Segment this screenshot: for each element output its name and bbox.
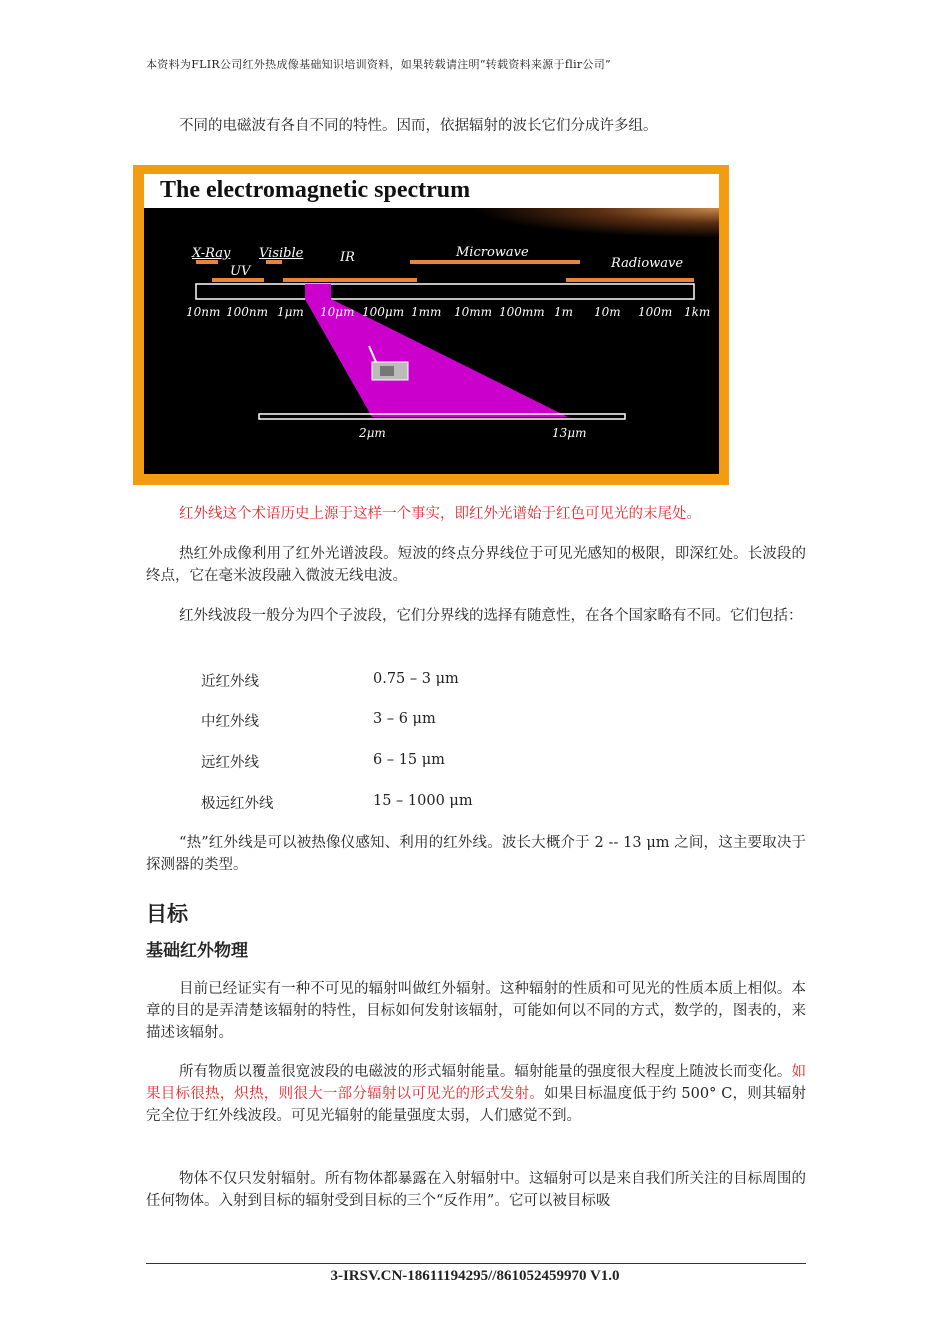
label-visible: Visible <box>259 246 304 261</box>
zoom-label-2um: 2μm <box>359 426 386 440</box>
zoom-label-13um: 13μm <box>552 426 587 440</box>
subband-range: 15 – 1000 μm <box>373 793 473 809</box>
paragraph-emission <box>146 1061 806 1127</box>
section-title: 目标 <box>146 902 188 926</box>
tick-label: 1μm <box>277 305 304 319</box>
thermal-ir-band <box>305 284 331 299</box>
footer-rule <box>146 1263 806 1264</box>
tick-label: 100nm <box>226 305 269 319</box>
intro-paragraph: 不同的电磁波有各自不同的特性。因而，依据辐射的波长它们分成许多组。 <box>179 118 658 134</box>
paragraph-incident: 物体不仅只发射辐射。所有物体都暴露在入射辐射中。这辐射可以是来自我们所关注的目标周围的任何物体。入射到目标的辐射受到目标的三个“反作用”。它可以被目标吸 <box>146 1171 806 1209</box>
tick-label: 10μm <box>320 305 355 319</box>
spectrum-diagram <box>144 174 719 474</box>
figure-title: The electromagnetic spectrum <box>160 177 471 203</box>
label-xray: X-Ray <box>192 246 231 261</box>
paragraph-subbands-intro: 红外线波段一般分为四个子波段，它们分界线的选择有随意性，在各个国家略有不同。它们包括： <box>179 608 803 624</box>
paragraph-thermal-range: “热”红外线是可以被热像仪感知、利用的红外线。波长大概介于 2 -- 13 μm 之间，这主要取决于探测器的类型。 <box>146 835 806 873</box>
subband-name: 近红外线 <box>201 674 259 690</box>
microwave-bar <box>410 260 580 264</box>
subband-name: 极远红外线 <box>201 796 274 812</box>
figure-canvas <box>144 174 719 474</box>
tick-label: 1mm <box>411 305 442 319</box>
red-caption: 红外线这个术语历史上源于这样一个事实，即红外光谱始于红色可见光的末尾处。 <box>179 506 701 522</box>
ir-bar <box>283 278 417 282</box>
tick-label: 100μm <box>362 305 405 319</box>
subband-range: 0.75 – 3 μm <box>373 671 459 687</box>
tick-label: 100mm <box>499 305 545 319</box>
page-footer: 3-IRSV.CN-18611194295//861052459970 V1.0 <box>330 1268 620 1284</box>
subsection-title: 基础红外物理 <box>146 941 248 961</box>
radiowave-bar <box>566 278 694 282</box>
label-radiowave: Radiowave <box>611 256 684 271</box>
tick-label: 10mm <box>454 305 493 319</box>
label-uv: UV <box>230 264 251 279</box>
emission-text-red: 如果目标很热，炽热，则很大一部分辐射以可见光的形式发射。 <box>146 1064 806 1102</box>
emission-text-b: 如果目标温度低于约 500° C，则其辐射完全位于红外线波段。可见光辐射的能量强度太弱，人们感觉不到。 <box>146 1086 806 1124</box>
tick-label: 10nm <box>186 305 221 319</box>
subband-range: 3 – 6 μm <box>373 711 436 727</box>
spectrum-figure <box>133 165 729 485</box>
tick-label: 1m <box>554 305 574 319</box>
subband-name: 远红外线 <box>201 755 259 771</box>
label-microwave: Microwave <box>456 245 529 260</box>
tick-label: 10m <box>594 305 621 319</box>
title-glow <box>474 208 719 238</box>
subband-range: 6 – 15 μm <box>373 752 445 768</box>
spectrum-axis <box>196 284 694 299</box>
label-ir: IR <box>340 250 355 265</box>
paragraph-thermal-ir: 热红外成像利用了红外光谱波段。短波的终点分界线位于可见光感知的极限，即深红处。长波段的终点，它在毫米波段融入微波无线电波。 <box>146 546 806 584</box>
subband-name: 中红外线 <box>201 714 259 730</box>
emission-text-a: 所有物质以覆盖很宽波段的电磁波的形式辐射能量。辐射能量的强度很大程度上随波长而变化。 <box>179 1064 792 1080</box>
tick-label: 100m <box>638 305 673 319</box>
page-header: 本资料为FLIR公司红外热成像基础知识培训资料，如果转载请注明“转载资料来源于flir公司” <box>146 58 611 71</box>
paragraph-ir-radiation: 目前已经证实有一种不可见的辐射叫做红外辐射。这种辐射的性质和可见光的性质本质上相似。本章的目的是弄清楚该辐射的特性，目标如何发射该辐射，可能如何以不同的方式，数学的，图表的，来描述该辐射。 <box>146 981 806 1041</box>
tick-label: 1km <box>684 305 711 319</box>
